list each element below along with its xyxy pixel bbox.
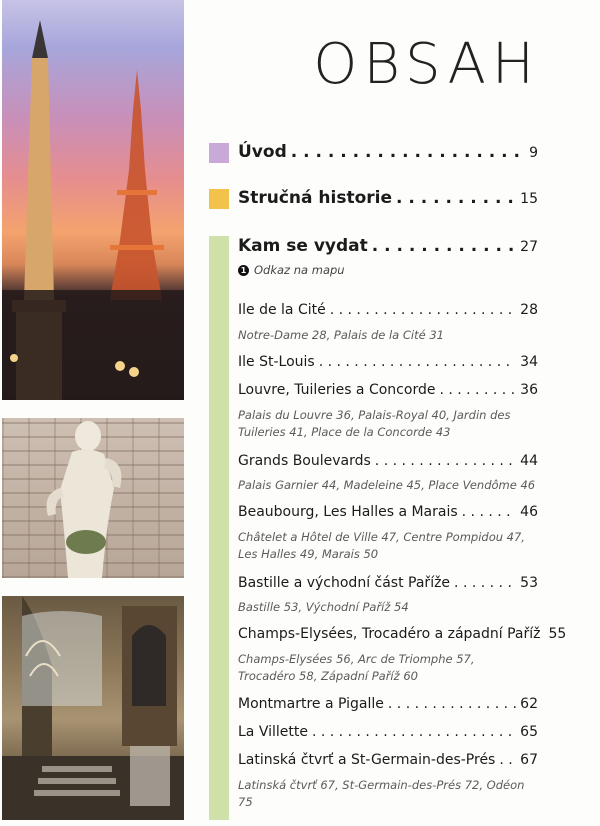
toc-section-latinska-ctvrt[interactable]: [238, 752, 538, 768]
toc-section-la-villette[interactable]: [238, 724, 538, 740]
toc-page-number: 55: [548, 626, 567, 642]
toc-entry-label: Kam se vydat: [238, 236, 368, 256]
toc-page-number: 44: [520, 453, 538, 469]
leader-dots: [439, 382, 516, 398]
toc-page-number: 9: [529, 145, 538, 161]
toc-page-number: 67: [520, 752, 538, 768]
toc-page-number: 15: [520, 191, 538, 207]
leader-dots: [291, 142, 525, 162]
toc-section-label: Latinská čtvrť a St-Germain-des-Prés: [238, 752, 496, 768]
toc-section-label: Beaubourg, Les Halles a Marais: [238, 504, 458, 520]
leader-dots: [388, 696, 516, 712]
uvod-color-bar: [209, 143, 229, 163]
leader-dots: [462, 504, 517, 520]
toc-subentries: [238, 599, 538, 616]
subentry-line: Latinská čtvrť 67, St-Germain-des-Prés 72, Odéon 75: [238, 778, 525, 809]
map-reference-bullet-icon: 1: [238, 265, 249, 276]
map-reference-legend: [238, 263, 345, 277]
toc-section-louvre[interactable]: [238, 382, 538, 398]
photo-obelisk-eiffel: [2, 0, 184, 400]
leader-dots: [312, 724, 516, 740]
subentry-line: Bastille 53, Východní Paříž 54: [238, 600, 409, 614]
toc-section-label: Ile de la Cité: [238, 302, 326, 318]
page-title: OBSAH: [313, 32, 540, 97]
leader-dots: [372, 236, 516, 256]
toc-subentries: [238, 477, 538, 494]
toc-section-ile-st-louis[interactable]: [238, 354, 538, 370]
toc-subentries: [238, 651, 538, 685]
toc-section-ile-de-la-cite[interactable]: [238, 302, 538, 318]
toc-page-number: 27: [520, 239, 538, 255]
toc-page-number: 28: [520, 302, 538, 318]
toc-section-label: Louvre, Tuileries a Concorde: [238, 382, 436, 398]
subentry-line: Tuileries 41, Place de la Concorde 43: [238, 425, 451, 439]
leader-dots: [454, 575, 516, 591]
toc-subentries: [238, 327, 538, 344]
subentry-line: Palais Garnier 44, Madeleine 45, Place Vendôme 46: [238, 478, 536, 492]
toc-page-number: 34: [520, 354, 538, 370]
toc-page-number: 36: [520, 382, 538, 398]
toc-entry-uvod[interactable]: [238, 142, 538, 162]
subentry-line: Châtelet a Hôtel de Ville 47, Centre Pompidou 47,: [238, 530, 525, 544]
toc-section-label: Bastille a východní část Paříže: [238, 575, 451, 591]
toc-section-bastille[interactable]: [238, 575, 538, 591]
toc-page-number: 46: [520, 504, 538, 520]
toc-page-number: 65: [520, 724, 538, 740]
toc-entry-label: Úvod: [238, 142, 287, 162]
subentry-line: Trocadéro 58, Západní Paříž 60: [238, 669, 418, 683]
toc-entry-label: Stručná historie: [238, 188, 393, 208]
leader-dots: [330, 302, 516, 318]
toc-subentries: [238, 529, 538, 563]
toc-subentries: [238, 407, 538, 441]
arcade-illustration: [2, 596, 184, 820]
toc-section-label: Grands Boulevards: [238, 453, 371, 469]
toc-section-champs-elysees[interactable]: [238, 626, 567, 642]
subentry-line: Les Halles 49, Marais 50: [238, 547, 379, 561]
statue-illustration: [2, 418, 184, 578]
leader-dots: [396, 188, 516, 208]
historie-color-bar: [209, 189, 229, 209]
kam-color-bar: [209, 236, 229, 820]
toc-page-number: 53: [520, 575, 538, 591]
leader-dots: [499, 752, 516, 768]
toc-section-label: Champs-Elysées, Trocadéro a západní Paříž: [238, 626, 541, 642]
subentry-line: Notre-Dame 28, Palais de la Cité 31: [238, 328, 444, 342]
toc-page-number: 62: [520, 696, 538, 712]
leader-dots: [319, 354, 516, 370]
subentry-line: Champs-Elysées 56, Arc de Triomphe 57,: [238, 652, 475, 666]
toc-entry-strucna-historie[interactable]: [238, 188, 538, 208]
toc-subentries: [238, 777, 538, 811]
toc-section-beaubourg[interactable]: [238, 504, 538, 520]
map-reference-text: Odkaz na mapu: [254, 263, 345, 277]
photo-column: [0, 0, 186, 826]
obelisk-eiffel-illustration: [2, 0, 184, 400]
leader-dots: [375, 453, 516, 469]
toc-section-label: Montmartre a Pigalle: [238, 696, 384, 712]
toc-section-label: La Villette: [238, 724, 308, 740]
subentry-line: Palais du Louvre 36, Palais-Royal 40, Jardin des: [238, 408, 511, 422]
photo-arcade: [2, 596, 184, 820]
toc-section-label: Ile St-Louis: [238, 354, 315, 370]
toc-entry-kam-se-vydat[interactable]: [238, 236, 538, 256]
toc-section-montmartre[interactable]: [238, 696, 538, 712]
photo-statue: [2, 418, 184, 578]
toc-section-grands-boulevards[interactable]: [238, 453, 538, 469]
